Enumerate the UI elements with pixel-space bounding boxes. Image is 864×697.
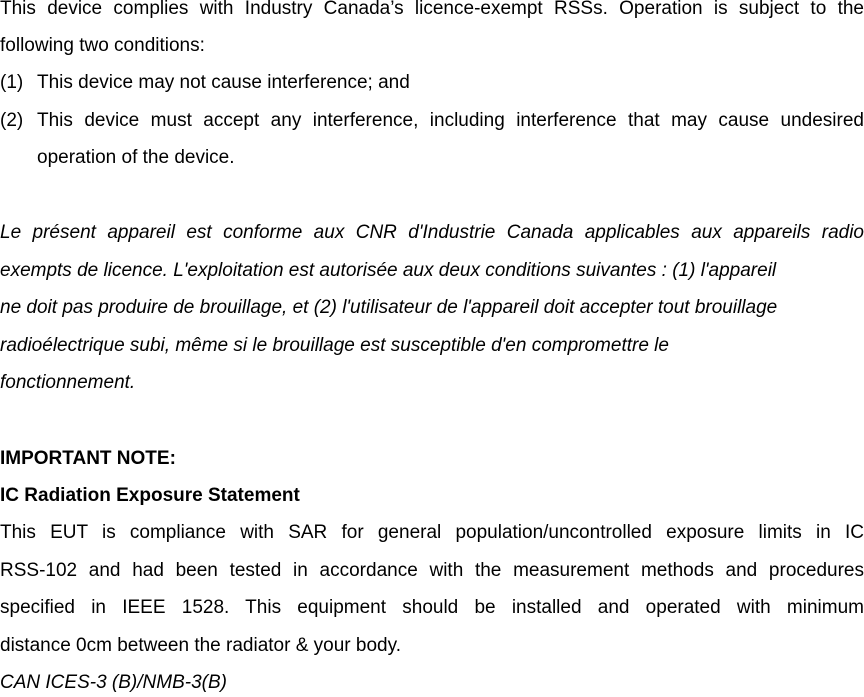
- french-line-5: fonctionnement.: [0, 372, 136, 393]
- ic-intro-line-1: This device complies with Industry Canada’s licence-exempt RSSs. Operation is subject to the: [0, 0, 864, 19]
- important-note-heading: IMPORTANT NOTE:: [0, 448, 176, 469]
- exposure-body-line-1: This EUT is compliance with SAR for general population/uncontrolled exposure limits in IC: [0, 522, 864, 543]
- ic-intro-line-2: following two conditions:: [0, 35, 205, 56]
- french-line-3: ne doit pas produire de brouillage, et (2) l'utilisateur de l'appareil doit accepter tout brouillage: [0, 297, 778, 318]
- french-line-1: Le présent appareil est conforme aux CNR d'Industrie Canada applicables aux appareils radio: [0, 222, 864, 243]
- ices-label: CAN ICES-3 (B)/NMB-3(B): [0, 672, 227, 693]
- condition-2-text-line-1: This device must accept any interference, including interference that may cause undesired: [37, 110, 864, 131]
- condition-2-number: (2): [0, 110, 24, 131]
- exposure-body-line-2: RSS-102 and had been tested in accordance with the measurement methods and procedures: [0, 560, 864, 581]
- condition-1-text: This device may not cause interference; and: [37, 72, 410, 93]
- exposure-body-line-3: specified in IEEE 1528. This equipment should be installed and operated with minimum: [0, 597, 864, 618]
- radiation-exposure-heading: IC Radiation Exposure Statement: [0, 485, 300, 506]
- condition-2-text-line-2: operation of the device.: [37, 147, 235, 168]
- condition-1-number: (1): [0, 72, 24, 93]
- french-line-2: exempts de licence. L'exploitation est autorisée aux deux conditions suivantes : (1) l'appareil: [0, 260, 777, 281]
- exposure-body-line-4: distance 0cm between the radiator & your body.: [0, 635, 401, 656]
- french-line-4: radioélectrique subi, même si le brouillage est susceptible d'en compromettre le: [0, 335, 669, 356]
